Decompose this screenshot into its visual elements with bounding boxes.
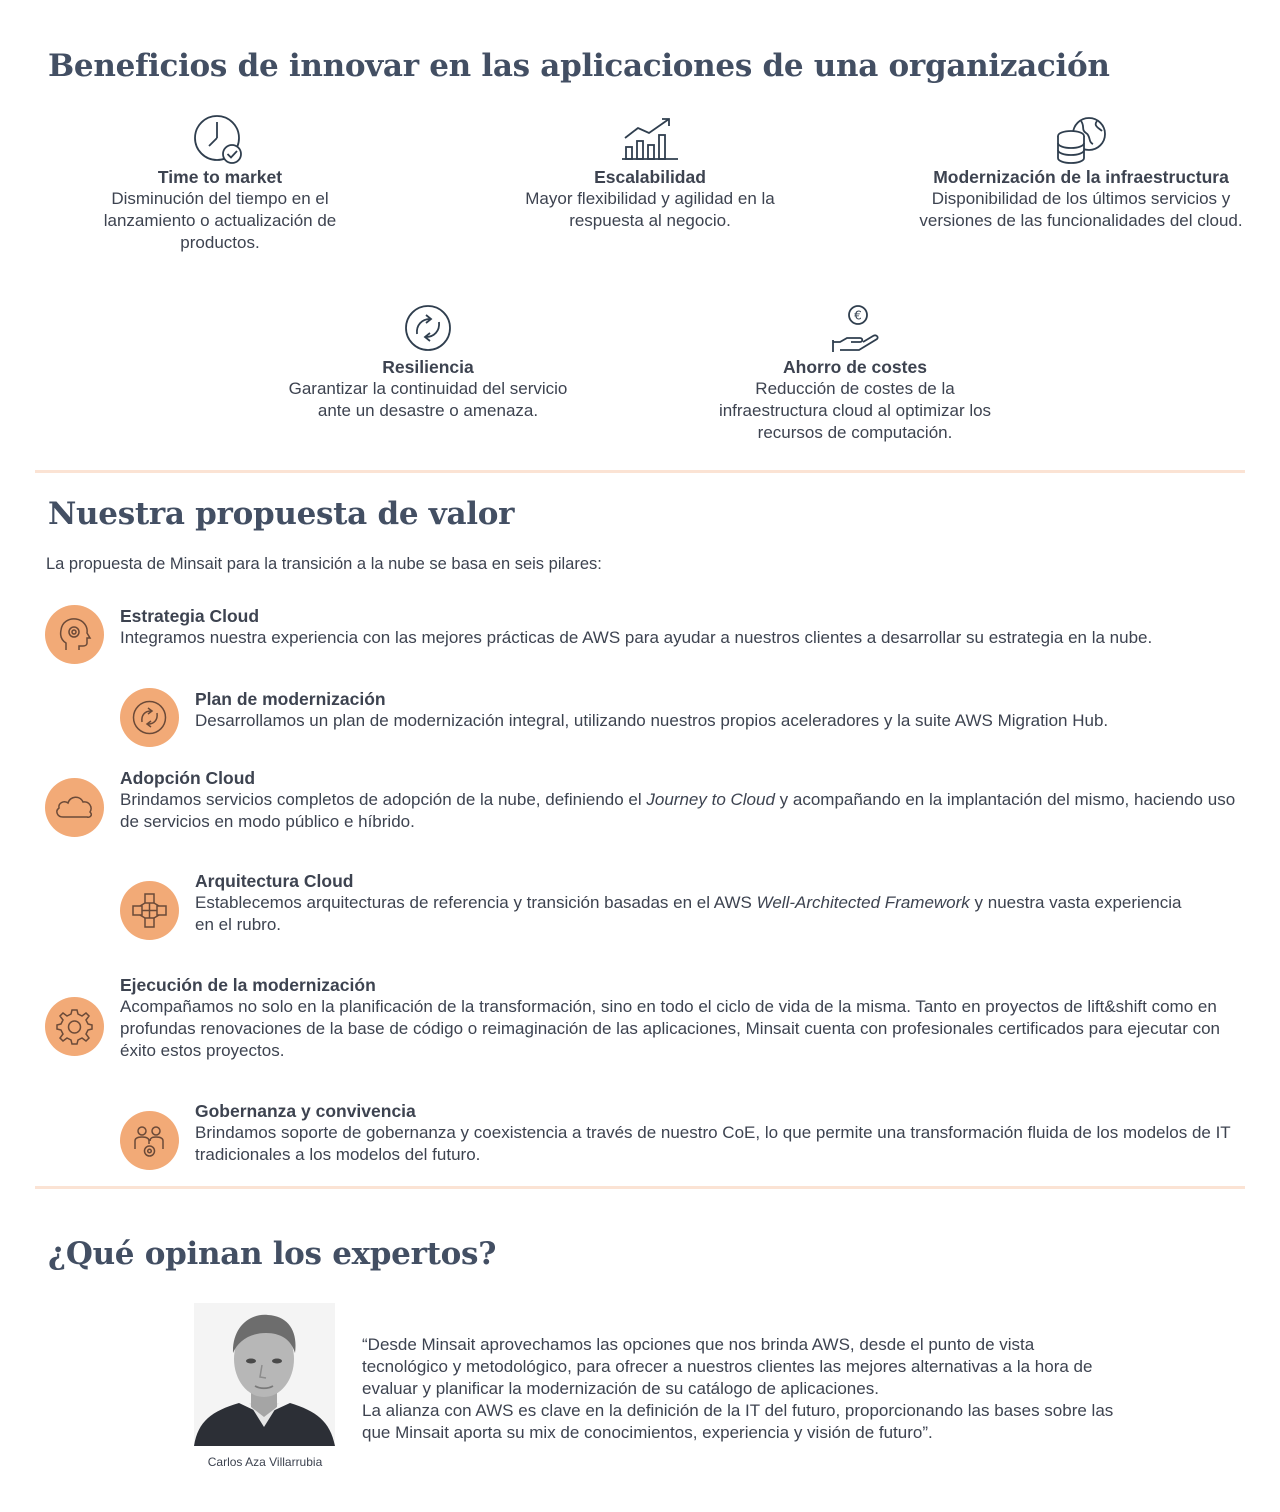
pillar-description: Integramos nuestra experiencia con las mejores prácticas de AWS para ayudar a nuestros clientes a desarrollar su estrategia en la nube. [120,628,1153,647]
benefit-description: Disminución del tiempo en el lanzamiento o actualización de productos. [103,189,337,252]
pillar-icon-circle [45,778,104,837]
benefit-description: Reducción de costes de la infraestructura cloud al optimizar los recursos de computación. [718,379,992,442]
benefit-escalabilidad [500,114,800,232]
section-divider [35,1186,1245,1189]
section-divider [35,470,1245,473]
benefit-ahorro-costes [700,304,1010,444]
pillar-title: Estrategia Cloud [120,606,260,626]
quote-paragraph: La alianza con AWS es clave en la definición de la IT del futuro, proporcionando las bases sobre las que Minsait aporta su mix de conocimientos, experiencia y visión de futuro”. [362,1401,1114,1442]
benefit-modernizacion-infraestructura [918,114,1244,232]
benefit-title: Resiliencia [382,357,474,377]
cubes-network-icon [120,881,179,940]
benefit-description: Mayor flexibilidad y agilidad en la respuesta al negocio. [525,189,775,230]
benefit-description: Disponibilidad de los últimos servicios y versiones de las funcionalidades del cloud. [919,189,1243,230]
benefit-time-to-market [70,114,370,254]
pillar-title: Adopción Cloud [120,768,256,788]
pillar-description-text: Brindamos servicios completos de adopción de la nube, definiendo el [120,790,647,809]
pillar-description: Brindamos soporte de gobernanza y coexistencia a través de nuestro CoE, lo que permite una transformación fluida de los modelos de IT tradicionales a los modelos del futuro. [195,1123,1231,1164]
value-proposition-intro: La propuesta de Minsait para la transición a la nube se basa en seis pilares: [46,555,602,573]
pillar-description: Desarrollamos un plan de modernización integral, utilizando nuestros propios aceleradores y la suite AWS Migration Hub. [195,711,1109,730]
benefits-title: Beneficios de innovar en las aplicaciones de una organización [48,48,1110,84]
gear-icon [45,997,104,1056]
benefit-title: Time to market [157,167,283,187]
pillar-description-text: y acompañando en la implantación del mismo, haciendo uso de servicios en modo público e híbrido. [120,790,1236,831]
growth-chart-icon [500,114,800,166]
expert-photo [194,1303,335,1446]
pillar-title: Gobernanza y convivencia [195,1101,416,1121]
pillar-description-emphasis: Well-Architected Framework [756,893,970,912]
cycle-arrows-icon [270,304,586,356]
quote-paragraph: “Desde Minsait aprovechamos las opciones que nos brinda AWS, desde el punto de vista tecnológico y metodológico, para ofrecer a nuestros clientes las mejores alternativas a la hora de evaluar y planificar la modernización de su catálogo de aplicaciones. [362,1335,1093,1398]
experts-title: ¿Qué opinan los expertos? [48,1236,497,1272]
cycle-arrows-icon [120,688,179,747]
hand-euro-icon [700,304,1010,356]
pillar-title: Arquitectura Cloud [195,871,354,891]
benefit-title: Modernización de la infraestructura [933,167,1229,187]
clock-check-icon [70,114,370,166]
pillar-description-text: y nuestra vasta experiencia en el rubro. [195,893,1182,934]
benefit-resiliencia [270,304,586,422]
pillar-description-text: Establecemos arquitecturas de referencia y transición basadas en el AWS [195,893,757,912]
value-proposition-title: Nuestra propuesta de valor [48,496,515,532]
pillar-title: Ejecución de la modernización [120,975,376,995]
pillar-description [195,892,1195,936]
pillar-icon-circle [120,1111,179,1170]
benefit-description: Garantizar la continuidad del servicio ante un desastre o amenaza. [288,379,568,420]
benefit-title: Escalabilidad [594,167,706,187]
pillar-title: Plan de modernización [195,689,386,709]
database-globe-icon [918,114,1244,166]
pillar-icon-circle [45,997,104,1056]
pillar-icon-circle [120,688,179,747]
people-gear-icon [120,1111,179,1170]
expert-name-caption: Carlos Aza Villarrubia [207,1455,323,1469]
pillar-icon-circle [45,605,104,664]
pillar-description [120,789,1255,833]
head-gear-icon [45,605,104,664]
benefit-title: Ahorro de costes [783,357,927,377]
expert-quote [362,1334,1122,1444]
pillar-description: Acompañamos no solo en la planificación de la transformación, sino en todo el ciclo de vida de la misma. Tanto en proyectos de lift&shift como en profundas renovaciones de la base de código o reimaginación de las aplicaciones, Minsait cuenta con profesionales certificados para ejecutar con éxito estos proyectos. [120,997,1221,1060]
svg-text:€: € [854,308,862,323]
pillar-description-emphasis: Journey to Cloud [646,790,775,809]
pillar-icon-circle [120,881,179,940]
cloud-icon [45,778,104,837]
